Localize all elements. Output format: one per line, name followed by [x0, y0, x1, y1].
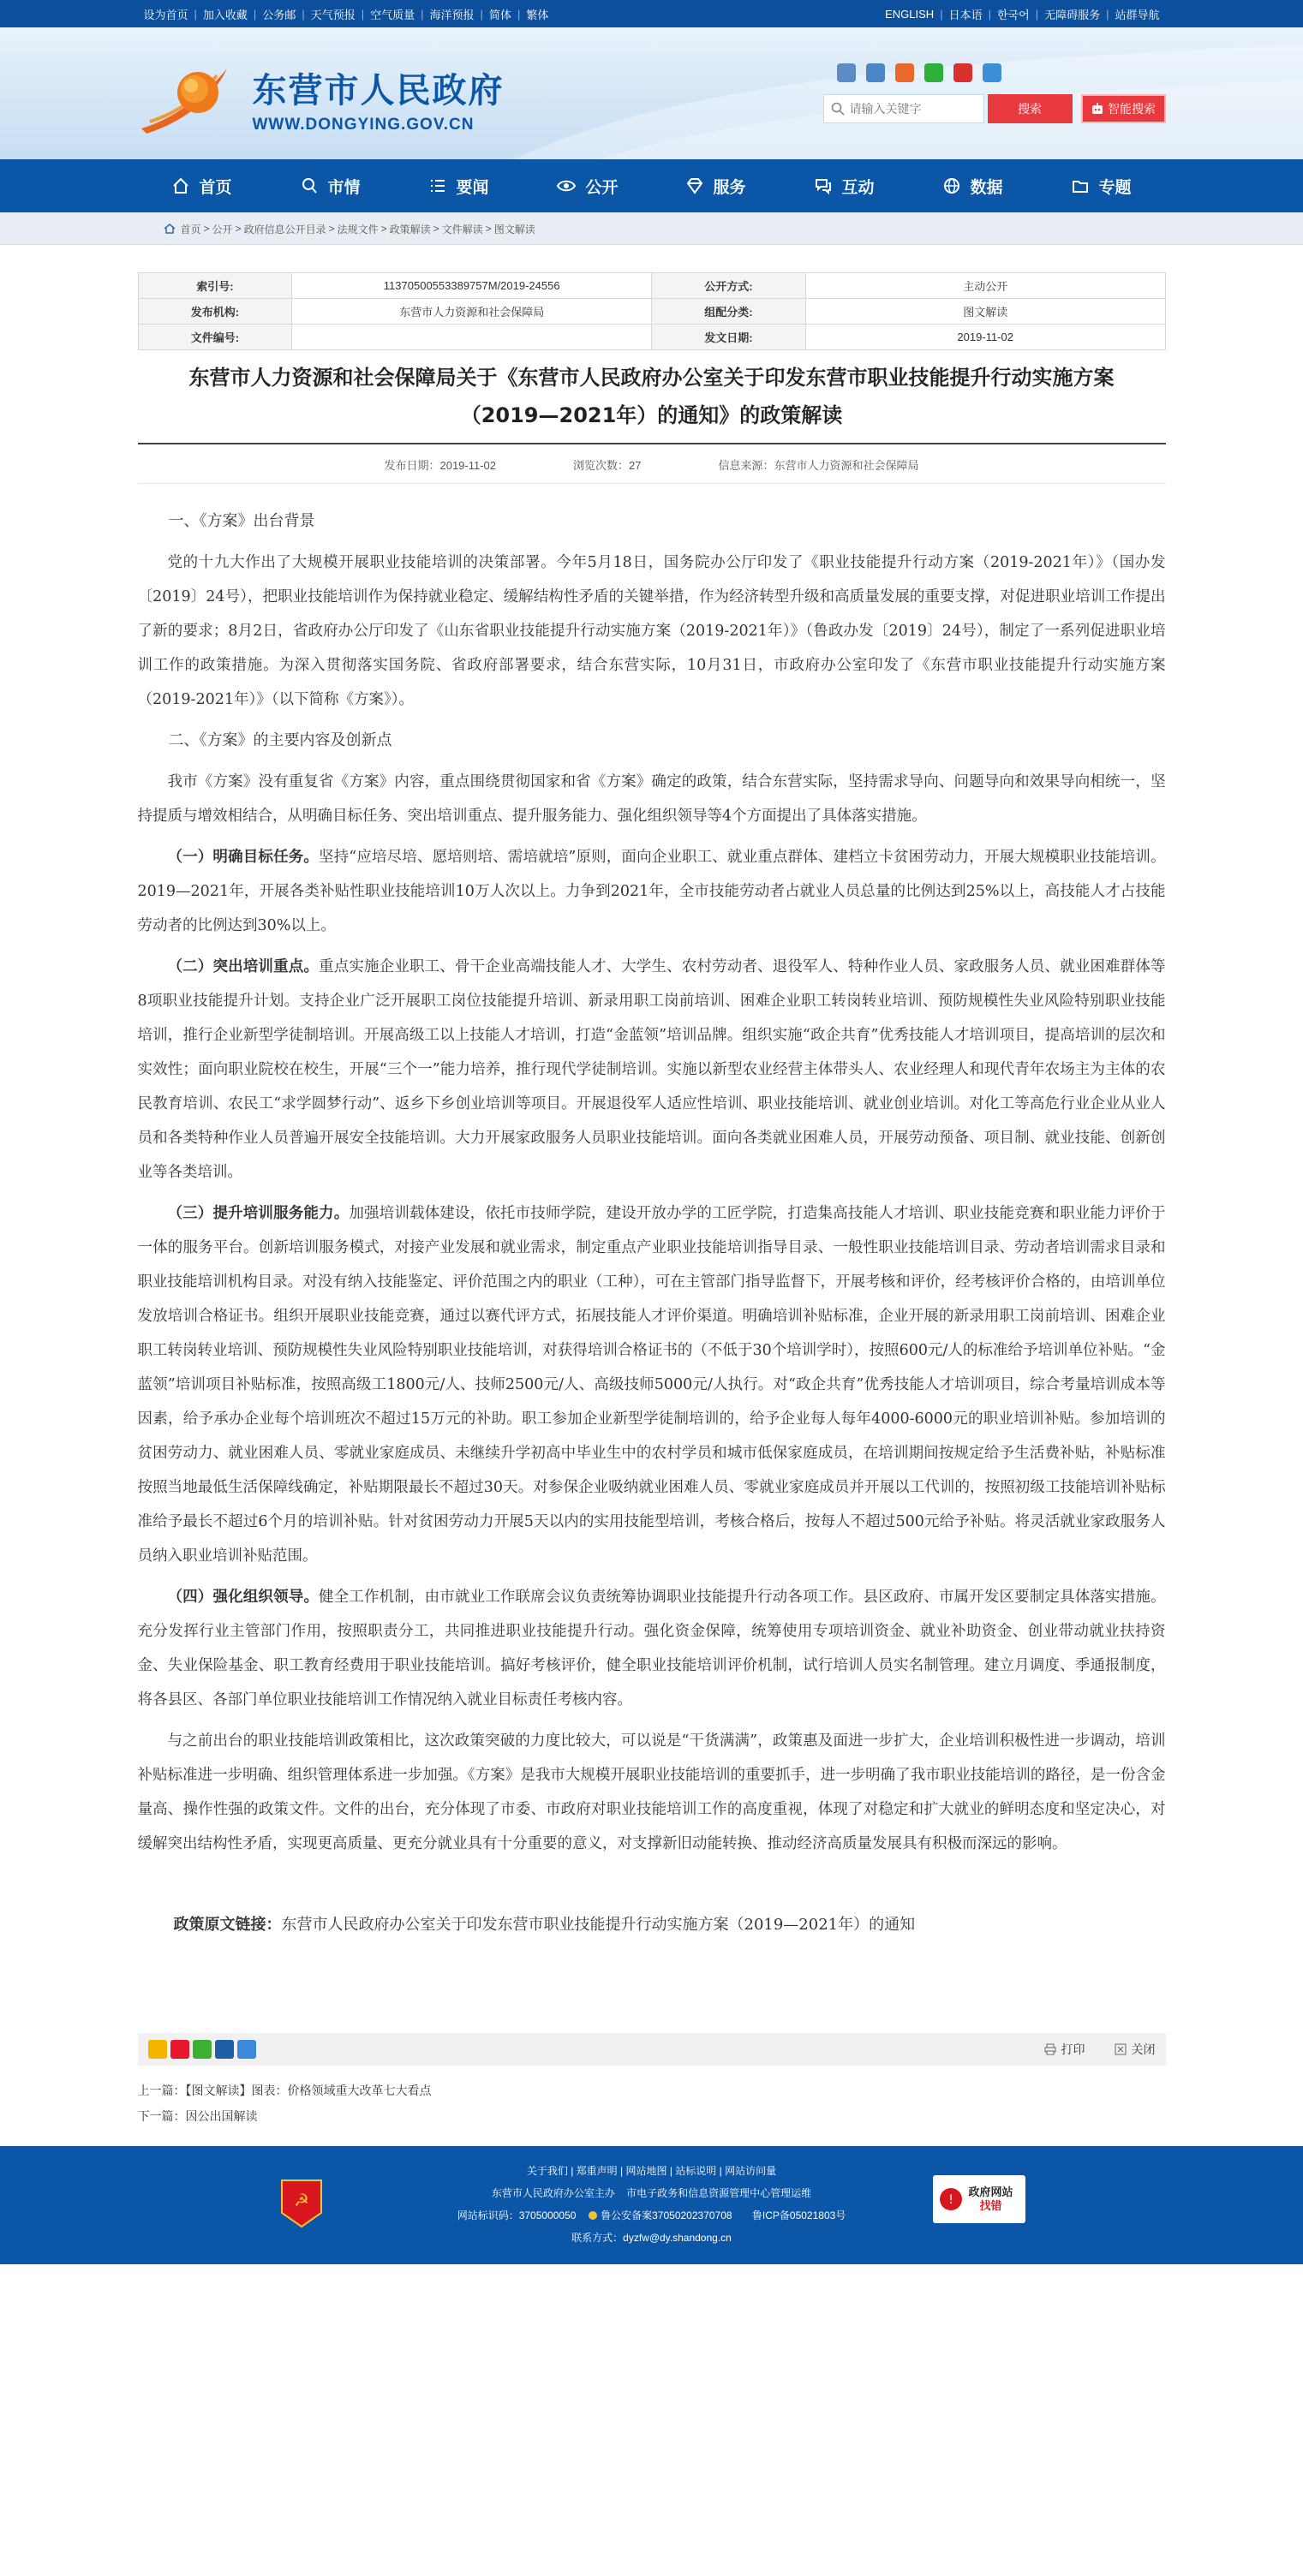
logo-info-link[interactable]: 站标说明 [675, 2165, 717, 2177]
breadcrumb-open[interactable]: 公开 [212, 223, 233, 236]
breadcrumb-catalog[interactable]: 政府信息公开目录 [243, 223, 326, 236]
index-value: 11370500553389757M/2019-24556 [292, 273, 652, 299]
paragraph-conclusion: 与之前出台的职业技能培训政策相比，这次政策突破的力度比较大，可以说是“干货满满”，政策惠及面进一步扩大，企业培训积极性进一步调动，培训补贴标准进一步明确、组织管理体系进一步加强。《方案》是我市大规模开展职业技能培训的重要抓手，进一步明确了我市职业技能培训的路径，是一份含金量高、操作性强的政策文件。文件的出台，充分体现了市委、市政府对职业技能培训工作的高度重视，体现了对稳定和扩大就业的鲜明态度和坚定决心，对缓解突出结构性矛盾，实现更高质量、更充分就业具有十分重要的意义，对支撑新旧动能转换、推动经济高质量发展具有积极而深远的影响。 [137, 1732, 1166, 1852]
page-actions [1044, 2041, 1156, 2058]
print-icon [1044, 2043, 1056, 2055]
gov-mail-link[interactable]: 公务邮 [262, 8, 296, 21]
doc-number-label: 文件编号: [138, 325, 292, 350]
about-us-link[interactable]: 关于我们 [526, 2165, 568, 2177]
next-article-link[interactable]: 因公出国解读 [185, 2109, 258, 2123]
footer [0, 2146, 1303, 2264]
footer-links: 关于我们 | 郑重声明 | 网站地图 | 站标说明 | 网站访问量 [526, 2165, 777, 2177]
section-heading-1: 一、《方案》出台背景 [168, 512, 315, 530]
mobile-icon[interactable] [866, 63, 885, 82]
index-label: 索引号: [138, 273, 292, 299]
set-homepage-link[interactable]: 设为首页 [143, 8, 188, 21]
weibo-share-icon[interactable] [170, 2040, 189, 2059]
home-small-icon [164, 224, 176, 234]
search-button[interactable]: 搜索 [988, 94, 1073, 123]
breadcrumb: 首页 > 公开 > 政府信息公开目录 > 法规文件 > 政策解读 > 文件解读 > 图文解读 [138, 212, 1166, 245]
air-quality-link[interactable]: 空气质量 [370, 8, 415, 21]
search-box [823, 94, 984, 123]
article-body [138, 484, 1166, 1861]
smart-search-button[interactable] [1081, 94, 1166, 123]
breadcrumb-bar [0, 212, 1303, 245]
paragraph-background: 党的十九大作出了大规模开展职业技能培训的决策部署。今年5月18日，国务院办公厅印发了《职业技能提升行动方案（2019-2021年）》（国办发〔2019〕24号），把职业技能培训作为保持就业稳定、缓解结构性矛盾的关键举措，作为经济转型升级和高质量发展的重要支撑，对促进职业培训工作提出了新的要求；8月2日，省政府办公厅印发了《山东省职业技能提升行动实施方案（2019-2021年）》（鲁政办发〔2019〕24号），制定了一系列促进职业培训工作的政策措施。为深入贯彻落实国务院、省政府部署要求，结合东营实际，10月31日，市政府办公室印发了《东营市职业技能提升行动实施方案（2019-2021年）》（以下简称《方案》）。 [137, 554, 1166, 708]
share-bar [138, 2033, 1166, 2066]
nav-topics[interactable] [1037, 159, 1166, 212]
policy-original-link-row [138, 1912, 1166, 1935]
nav-data-label: 数据 [970, 178, 1003, 197]
wechat-icon[interactable] [924, 63, 943, 82]
document-meta-table [138, 272, 1166, 350]
section-heading-2: 二、《方案》的主要内容及创新点 [168, 731, 392, 749]
police-badge-icon [588, 2210, 598, 2221]
paragraph-overview: 我市《方案》没有重复省《方案》内容，重点围绕贯彻国家和省《方案》确定的政策，结合东营实际，坚持需求导向、问题导向和效果导向相统一，坚持提质与增效相结合，从明确目标任务、突出培训重点、提升服务能力、强化组织领导等4个方面提出了具体落实措施。 [137, 773, 1166, 825]
article-source: 信息来源：东营市人力资源和社会保障局 [718, 459, 919, 472]
footer-operator: 市电子政务和信息资源管理中心管理运维 [626, 2187, 812, 2199]
title-divider [138, 443, 1166, 444]
nav-service-label: 服务 [713, 178, 746, 197]
footer-contact: 联系方式：dyzfw@dy.shandong.cn [571, 2232, 732, 2244]
top-bar [0, 0, 1303, 27]
policy-link-label: 政策原文链接： [173, 1916, 282, 1934]
main-content [138, 245, 1166, 2129]
paragraph-leadership [138, 1580, 1166, 1717]
nav-open-label: 公开 [585, 178, 619, 197]
leadership-text: 健全工作机制，由市就业工作联席会议负责统筹协调职业技能提升行动各项工作。县区政府、市属开发区要制定具体落实措施。充分发挥行业主管部门作用，按照职责分工，共同推进职业技能提升行动。强化资金保障，统筹使用专项培训资金、就业补助资金、创业带动就业扶持资金、失业保险基金、职工教育经费用于职业技能培训。搞好考核评价，健全职业技能培训评价机制，试行培训人员实名制管理。建立月调度、季通报制度，将各县区、各部门单位职业技能培训工作情况纳入就业目标责任考核内容。 [137, 1589, 1166, 1708]
svg-text:☭: ☭ [293, 2190, 309, 2210]
site-logo[interactable] [138, 60, 505, 137]
doc-number-value [292, 325, 652, 350]
next-label: 下一篇： [137, 2109, 186, 2123]
footer-host: 东营市人民政府办公室主办 [491, 2187, 615, 2199]
prev-label: 上一篇： [137, 2084, 186, 2097]
paragraph-priorities [138, 950, 1166, 1190]
error-report-icon [938, 2186, 964, 2212]
nav-service[interactable] [652, 159, 780, 212]
breadcrumb-home[interactable]: 首页 [180, 223, 201, 236]
gov-site-error-report-button[interactable] [933, 2175, 1025, 2223]
header-tools [823, 63, 1166, 123]
article-title-line2: （2019—2021年）的通知》的政策解读 [460, 403, 843, 427]
search-input[interactable] [850, 102, 978, 116]
nav-home[interactable] [138, 159, 266, 212]
visit-count-link[interactable]: 网站访问量 [725, 2165, 777, 2177]
open-method-value: 主动公开 [805, 273, 1165, 299]
nav-interact[interactable] [780, 159, 909, 212]
article-views: 浏览次数：27 [573, 459, 642, 472]
renren-share-icon[interactable] [215, 2040, 234, 2059]
ocean-forecast-link[interactable]: 海洋预报 [429, 8, 475, 21]
leadership-lead: （四）强化组织领导。 [167, 1589, 320, 1606]
breadcrumb-graphic-interpretation[interactable]: 图文解读 [493, 223, 535, 236]
main-nav [0, 159, 1303, 212]
nav-data[interactable] [909, 159, 1037, 212]
mini-program-icon[interactable] [983, 63, 1001, 82]
close-label: 关闭 [1131, 2042, 1156, 2056]
footer-site-code: 网站标识码：3705000050 [457, 2209, 577, 2221]
service-capacity-lead: （三）提升培训服务能力。 [167, 1205, 350, 1222]
share-icons [148, 2040, 256, 2059]
svg-text:!: ! [947, 2193, 953, 2207]
site-name: 东营市人民政府 [252, 70, 505, 110]
priorities-lead: （二）突出培训重点。 [167, 958, 320, 975]
error-report-line1: 政府网站 [968, 2185, 1013, 2198]
chat-icon [814, 176, 833, 195]
print-button[interactable] [1044, 2041, 1085, 2058]
targets-lead: （一）明确目标任务。 [167, 849, 319, 866]
location-icon [300, 176, 319, 195]
header [0, 27, 1303, 159]
more-share-icon[interactable] [237, 2040, 256, 2059]
japanese-link[interactable]: 日本语 [948, 8, 983, 21]
nav-news[interactable] [395, 159, 523, 212]
nav-open[interactable] [523, 159, 652, 212]
breadcrumb-document-interpretation[interactable]: 文件解读 [441, 223, 483, 236]
folder-icon [1071, 176, 1090, 195]
close-button[interactable] [1115, 2041, 1156, 2058]
weather-link[interactable]: 天气预报 [310, 8, 356, 21]
issuer-value: 东营市人力资源和社会保障局 [292, 299, 652, 325]
search-row [823, 94, 1166, 123]
publish-date-value: 2019-11-02 [805, 325, 1165, 350]
list-icon [428, 176, 447, 195]
english-link[interactable]: ENGLISH [885, 7, 935, 21]
footer-police-record[interactable]: 鲁公安备案37050202370708 [601, 2209, 732, 2221]
wechat-share-icon[interactable] [193, 2040, 212, 2059]
nav-topics-label: 专题 [1098, 178, 1132, 197]
print-label: 打印 [1061, 2042, 1085, 2056]
close-icon [1115, 2043, 1127, 2055]
targets-text: 坚持“应培尽培、愿培则培、需培就培”原则，面向企业职工、就业重点群体、建档立卡贫困劳动力，开展大规模职业技能培训。2019—2021年，开展各类补贴性职业技能培训10万人次以上。力争到2021年，全市技能劳动者占就业人员总量的比例达到25%以上，高技能人才占技能劳动者的比例达到30%以上。 [137, 849, 1166, 934]
category-label: 组配分类: [652, 299, 806, 325]
home-icon [171, 176, 190, 195]
site-url: WWW.DONGYING.GOV.CN [252, 115, 475, 134]
weibo-icon[interactable] [953, 63, 972, 82]
nav-interact-label: 互动 [841, 178, 875, 197]
robot-icon [1091, 102, 1104, 116]
header-channel-icons [837, 63, 1166, 82]
footer-icp[interactable]: 鲁ICP备05021803号 [751, 2209, 846, 2221]
issuer-label: 发布机构: [138, 299, 292, 325]
article-publish-date: 发布日期：2019-11-02 [384, 459, 497, 472]
diamond-icon [685, 176, 704, 195]
publish-date-label: 发文日期: [652, 325, 806, 350]
breadcrumb-policy-interpretation[interactable]: 政策解读 [389, 223, 431, 236]
sitemap-link[interactable]: 网站地图 [625, 2165, 667, 2177]
pc-icon[interactable] [837, 63, 856, 82]
logo-emblem-icon [138, 60, 249, 137]
nav-news-label: 要闻 [456, 178, 489, 197]
article-info-row [138, 456, 1166, 473]
nav-home-label: 首页 [199, 178, 232, 197]
smart-search-label: 智能搜索 [1108, 102, 1156, 116]
site-group-nav-link[interactable]: 站群导航 [1115, 8, 1160, 21]
paragraph-service-capacity [138, 1196, 1166, 1573]
add-favorite-link[interactable]: 加入收藏 [202, 8, 248, 21]
top-left-links: 设为首页 | 加入收藏 | 公务邮 | 天气预报 | 空气质量 | 海洋预报 | 简体 | 繁体 [138, 6, 555, 22]
prev-article-link[interactable]: 【图文解读】图表：价格领域重大改革七大看点 [185, 2084, 432, 2097]
top-right-links: ENGLISH | 日本语 | 한국어 | 无障碍服务 | 站群导航 [879, 6, 1165, 22]
search-icon [831, 102, 845, 116]
traditional-link[interactable]: 繁体 [526, 8, 549, 21]
nav-city-info-label: 市情 [327, 178, 361, 197]
article-title-line1: 东营市人力资源和社会保障局关于《东营市人民政府办公室关于印发东营市职业技能提升行动实施方案 [188, 366, 1115, 390]
app-icon[interactable] [895, 63, 914, 82]
accessibility-link[interactable]: 无障碍服务 [1044, 8, 1101, 21]
qzone-share-icon[interactable] [148, 2040, 167, 2059]
simplified-link[interactable]: 简体 [488, 8, 511, 21]
article-title [138, 359, 1166, 434]
category-value: 图文解读 [805, 299, 1165, 325]
service-capacity-text: 加强培训载体建设，依托市技师学院，建设开放办学的工匠学院，打造集高技能人才培训、职业技能竞赛和职业能力评价于一体的服务平台。创新培训服务模式，对接产业发展和就业需求，制定重点产业职业技能培训指导目录、一般性职业技能培训目录、劳动者培训需求目录和职业技能培训机构目录。对没有纳入技能鉴定、评价范围之内的职业（工种），可在主管部门指导监督下，开展考核和评价，经考核评价合格的，由培训单位发放培训合格证书。组织开展职业技能竞赛，通过以赛代评方式，拓展技能人才评价渠道。明确培训补贴标准，企业开展的新录用职工岗前培训、困难企业职工转岗转业培训、预防规模性失业风险特别职业技能培训，对获得培训合格证书的（不低于30个培训学时），按照600元/人的标准给予培训单位补贴。“金蓝领”培训项目补贴标准，按照高级工1800元/人、技师2500元/人、高级技师5000元/人执行。对“政企共育”优秀技能人才培训项目，综合考量培训成本等因素，给予承办企业每个培训班次不超过15万元的补助。职工参加企业新型学徒制培训的，给予企业每人每年4000-6000元的职业培训补贴。参加培训的贫困劳动力、就业困难人员、零就业家庭成员、未继续升学初高中毕业生中的农村学员和城市低保家庭成员，在培训期间按规定给予生活费补贴，补贴标准按照当地最低生活保障线确定，补贴期限最长不超过30天。对参保企业吸纳就业困难人员、零就业家庭成员并开展以工代训的，按照初级工技能培训补贴标准给予最长不超过6个月的培训补贴。针对贫困劳动力开展5天以内的实用技能型培训，考核合格后，按每人不超过500元给予补贴。将灵活就业家政服务人员纳入职业培训补贴范围。 [137, 1205, 1166, 1565]
priorities-text: 重点实施企业职工、骨干企业高端技能人才、大学生、农村劳动者、退役军人、特种作业人员、家政服务人员、就业困难群体等8项职业技能提升计划。支持企业广泛开展职工岗位技能提升培训、新录用职工岗前培训、困难企业职工转岗转业培训、预防规模性失业风险特别职业技能培训，推行企业新型学徒制培训。开展高级工以上技能人才培训，打造“金蓝领”培训品牌。组织实施“政企共育”优秀技能人才培训项目，提高培训的层次和实效性；面向职业院校在校生，开展“三个一”能力培养，推行现代学徒制培训。实施以新型农业经营主体带头人、农业经理人和现代青年农场主为主体的农民教育培训、农民工“求学圆梦行动”、返乡下乡创业培训等项目。开展退役军人适应性培训、职业技能培训、就业创业培训。对化工等高危行业企业从业人员和各类特种作业人员普遍开展安全技能培训。大力开展家政服务人员职业技能培训。面向各类就业困难人员，开展劳动预备、项目制、就业技能、创新创业等各类培训。 [137, 958, 1166, 1181]
policy-original-link[interactable]: 东营市人民政府办公室关于印发东营市职业技能提升行动实施方案（2019—2021年）的通知 [281, 1916, 916, 1934]
prev-next-links [138, 2078, 1166, 2129]
error-report-line2: 找错 [979, 2199, 1002, 2212]
eye-icon [556, 176, 577, 195]
korean-link[interactable]: 한국어 [997, 8, 1030, 21]
open-method-label: 公开方式: [652, 273, 806, 299]
disclaimer-link[interactable]: 郑重声明 [576, 2165, 618, 2177]
paragraph-targets [138, 840, 1166, 943]
globe-icon [942, 176, 961, 195]
breadcrumb-regulations[interactable]: 法规文件 [337, 223, 379, 236]
nav-city-info[interactable] [266, 159, 395, 212]
